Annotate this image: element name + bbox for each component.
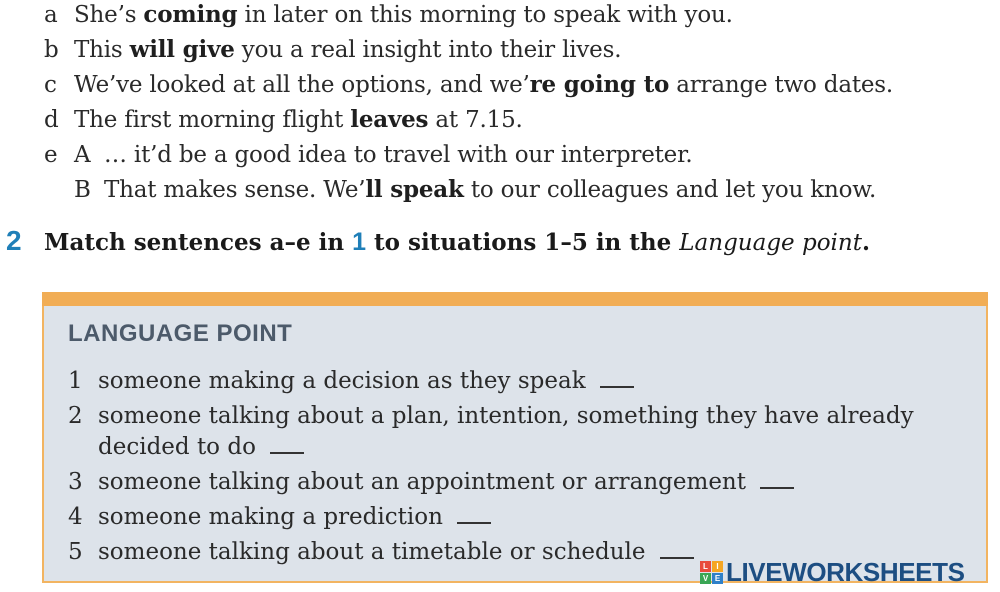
liveworksheets-logo — [700, 557, 965, 587]
logo-letter: I — [712, 561, 723, 572]
item-text: someone talking about a timetable or schedule — [98, 539, 646, 565]
situation-item — [68, 467, 794, 498]
exercise-instruction — [6, 226, 870, 258]
sentence-text: This — [74, 37, 130, 63]
item-number: 2 — [68, 403, 83, 429]
sentence-text: at 7.15. — [428, 107, 523, 133]
box-title: LANGUAGE POINT — [68, 320, 293, 347]
sentence-text: you a real insight into their lives. — [234, 37, 622, 63]
sentence-a — [44, 0, 733, 30]
item-text: someone making a prediction — [98, 504, 443, 530]
situation-item — [68, 502, 491, 533]
sentence-letter: c — [44, 72, 57, 98]
item-text: someone talking about an appointment or arrangement — [98, 469, 746, 495]
logo-letter: E — [712, 573, 723, 584]
language-point-box — [42, 292, 988, 583]
bold-verb: leaves — [350, 106, 429, 133]
sentence-e-a — [44, 140, 692, 170]
sentence-letter: b — [44, 37, 59, 63]
instruction-text: . — [861, 229, 870, 256]
instruction-text: Match sentences a–e in — [44, 229, 353, 256]
sentence-d — [44, 105, 523, 135]
logo-letter: L — [700, 561, 711, 572]
logo-text: LIVEWORKSHEETS — [726, 556, 965, 587]
sentence-text: The first morning flight — [74, 107, 351, 133]
sentence-text: to our colleagues and let you know. — [463, 177, 877, 203]
answer-blank[interactable] — [270, 436, 304, 454]
sentence-letter: a — [44, 2, 58, 28]
sentence-text: … it’d be a good idea to travel with our interpreter. — [104, 142, 693, 168]
item-text-continued — [68, 432, 914, 463]
instruction-text: to situations 1–5 in the — [366, 229, 680, 256]
sentence-text: We’ve looked at all the options, and we’ — [74, 72, 530, 98]
speaker-label: A — [74, 142, 91, 168]
sentence-text: She’s — [74, 2, 144, 28]
item-number: 1 — [68, 368, 83, 394]
sentence-letter: e — [44, 142, 58, 168]
sentence-text: in later on this morning to speak with you. — [237, 2, 733, 28]
sentence-text: arrange two dates. — [669, 72, 894, 98]
situation-item — [68, 366, 634, 397]
sentence-b — [44, 35, 621, 65]
item-number: 5 — [68, 539, 83, 565]
sentence-text: That makes sense. We’ — [104, 177, 366, 203]
item-text: someone talking about a plan, intention, something they have already — [98, 403, 914, 429]
liveworksheets-mark-icon — [700, 561, 723, 584]
answer-blank[interactable] — [600, 370, 634, 388]
sentence-e-b — [74, 175, 876, 205]
situation-item — [68, 537, 694, 568]
speaker-label: B — [74, 177, 91, 203]
box-top-bar — [42, 292, 988, 306]
bold-verb: re going to — [529, 71, 670, 98]
item-number: 4 — [68, 504, 83, 530]
exercise-number: 2 — [6, 225, 22, 256]
item-number: 3 — [68, 469, 83, 495]
answer-blank[interactable] — [457, 506, 491, 524]
answer-blank[interactable] — [660, 541, 694, 559]
sentence-c — [44, 70, 893, 100]
bold-verb: will give — [129, 36, 235, 63]
instruction-italic: Language point — [679, 230, 862, 256]
situation-item — [68, 401, 914, 463]
item-text: someone making a decision as they speak — [98, 368, 586, 394]
sentence-letter: d — [44, 107, 59, 133]
item-text: decided to do — [98, 434, 256, 460]
logo-letter: V — [700, 573, 711, 584]
bold-verb: coming — [143, 1, 238, 28]
answer-blank[interactable] — [760, 471, 794, 489]
bold-verb: ll speak — [365, 176, 464, 203]
exercise-reference: 1 — [352, 228, 367, 256]
